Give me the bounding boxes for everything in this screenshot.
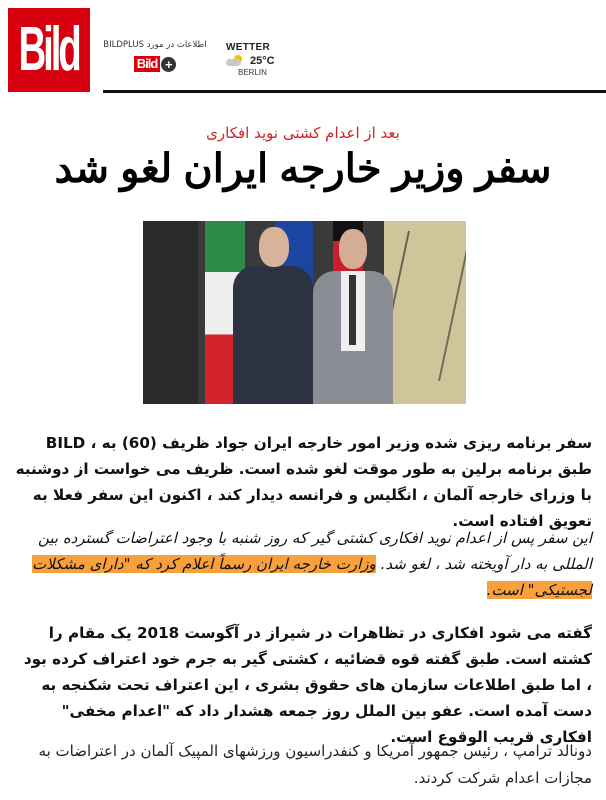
article-paragraph-3: گفته می شود افکاری در تظاهرات در شیراز در آگوست 2018 یک مقام را کشته است. طبق گفته قوه قضائیه ، کشتی گیر به جرم خود اعتراف کرده بود ، اما طبق اطلاعات سازمان های حقوق بشری ، این اعتراف تحت شکنجه به دست آمده است. عفو بین الملل روز جمعه هشدار داد که "اعدام مخفی" افکاری قریب الوقوع است. — [23, 624, 592, 746]
weather-title: WETTER — [226, 42, 271, 53]
plus-icon: + — [161, 57, 176, 72]
partly-cloudy-icon — [226, 55, 244, 67]
weather-city: BERLIN — [238, 68, 267, 77]
paragraph-2-text: این سفر پس از اعدام نوید افکاری کشتی گیر که روز شنبه با وجود اعتراضات گسترده بین المللی به دار آویخته شد ، لغو شد. — [37, 529, 592, 573]
bildplus-badge[interactable] — [134, 56, 177, 72]
article-paragraph-2 — [14, 525, 592, 603]
bildplus-label: BILDPLUS اطلاعات در مورد — [103, 40, 207, 50]
article-kicker: بعد از اعدام کشتی نوید افکاری — [206, 124, 400, 142]
article-paragraph-1: سفر برنامه ریزی شده وزیر امور خارجه ایران جواد ظریف (60) به ، BILD طبق برنامه برلین به طور موقت لغو شده است. ظریف می خواست از دوشنبه با وزرای خارجه آلمان ، انگلیس و فرانسه دیدار کند ، اکنون این سفر فعلا به تعویق افتاده است. — [15, 434, 592, 530]
bild-logo-text: Bild — [18, 15, 80, 84]
article-headline: سفر وزیر خارجه ایران لغو شد — [54, 147, 552, 191]
header-divider — [103, 90, 606, 93]
weather-widget[interactable] — [226, 42, 286, 77]
bild-mini-logo: Bild — [134, 56, 161, 72]
article-photo — [143, 221, 466, 404]
article-paragraph-4: دونالد ترامپ ، رئیس جمهور آمریکا و کنفدراسیون ورزشهای المپیک آلمان در اعتراضات به مجازات اعدام شرکت کردند. — [38, 742, 592, 787]
bild-logo[interactable] — [8, 8, 90, 92]
highlighted-quote: وزارت خارجه ایران رسماً اعلام کرد که "دارای مشکلات لجستیکی" است. — [32, 555, 592, 599]
bildplus-promo[interactable] — [100, 40, 210, 72]
weather-temperature: 25°C — [250, 55, 275, 67]
